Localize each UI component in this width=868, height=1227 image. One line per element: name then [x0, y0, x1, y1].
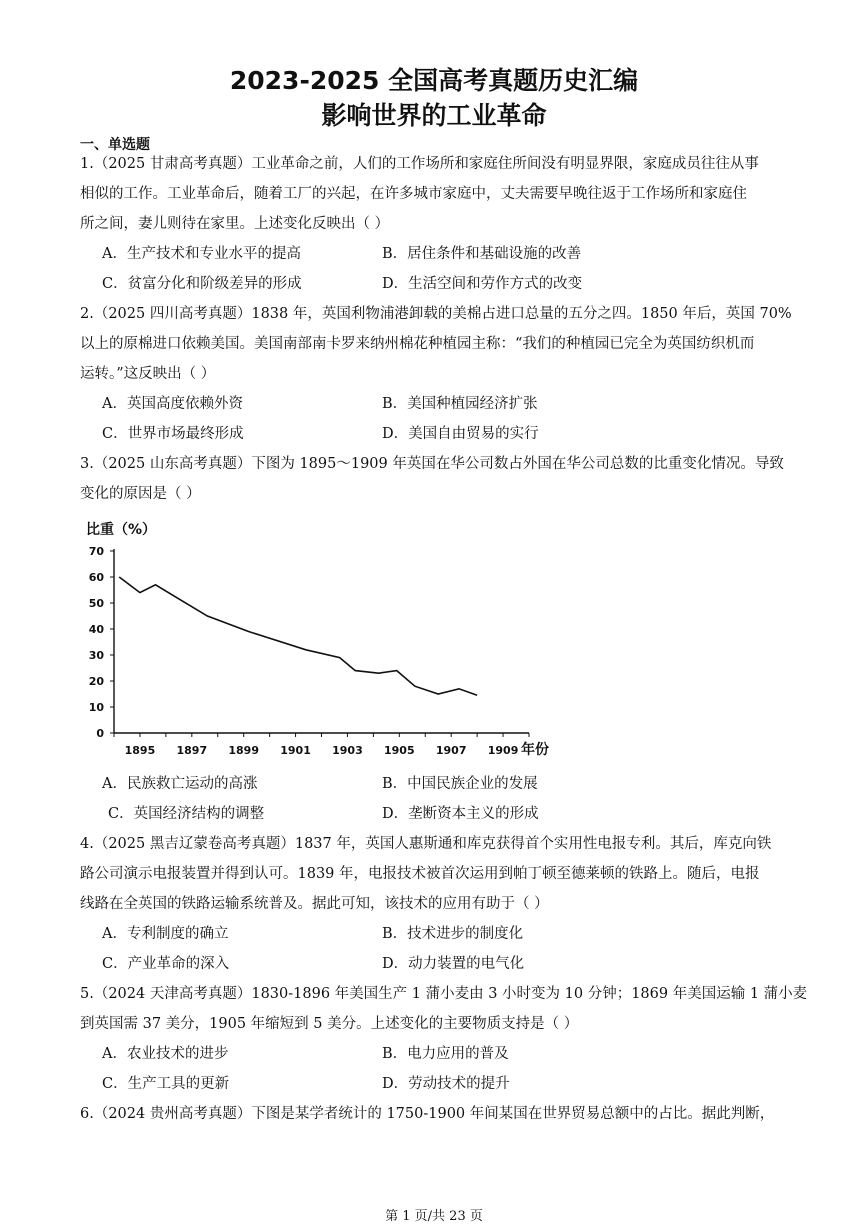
question-1-option-b: B．居住条件和基础设施的改善 [382, 246, 582, 262]
question-4-option-d: D．动力装置的电气化 [382, 956, 525, 972]
y-tick-label: 30 [88, 649, 104, 662]
question-4-option-a: A．专利制度的确立 [102, 926, 229, 942]
question-4-line-3: 线路在全英国的铁路运输系统普及。据此可知，该技术的应用有助于（ ） [80, 896, 549, 912]
y-tick-label: 40 [88, 623, 104, 636]
series-line [119, 577, 477, 695]
document-title: 2023-2025 全国高考真题历史汇编 [229, 66, 639, 95]
question-4-option-c: C．产业革命的深入 [102, 956, 230, 972]
question-4-line-1: 4.（2025 黑吉辽蒙卷高考真题）1837 年，英国人惠斯通和库克获得首个实用性电报专利。其后，库克向铁 [80, 836, 772, 852]
y-tick-label: 50 [88, 597, 104, 610]
question-1-option-d: D．生活空间和劳作方式的改变 [382, 276, 583, 292]
question-3-option-d: D．垄断资本主义的形成 [382, 806, 539, 822]
question-2-option-d: D．美国自由贸易的实行 [382, 426, 539, 442]
question-2-line-2: 以上的原棉进口依赖美国。美国南部南卡罗来纳州棉花种植园主称：“我们的种植园已完全为英国纺织机而 [80, 336, 755, 352]
question-5-line-2: 到英国需 37 美分，1905 年缩短到 5 美分。上述变化的主要物质支持是（ ） [80, 1016, 579, 1032]
y-tick-label: 10 [88, 701, 104, 714]
x-tick-label: 1901 [280, 744, 311, 757]
question-3-line-1: 3.（2025 山东高考真题）下图为 1895～1909 年英国在华公司数占外国在华公司总数的比重变化情况。导致 [80, 456, 784, 472]
question-6-line-1: 6.（2024 贵州高考真题）下图是某学者统计的 1750-1900 年间某国在世界贸易总额中的占比。据此判断， [80, 1106, 775, 1122]
page-footer: 第 1 页/共 23 页 [385, 1209, 483, 1224]
question-5-option-d: D．劳动技术的提升 [382, 1076, 510, 1092]
question-5-option-a: A．农业技术的进步 [102, 1046, 229, 1062]
question-3-line-2: 变化的原因是（ ） [80, 486, 201, 502]
chart-x-ticks [114, 733, 529, 757]
chart-ylabel: 比重（%） [86, 522, 157, 538]
question-5-line-1: 5.（2024 天津高考真题）1830-1896 年美国生产 1 蒲小麦由 3 小时变为 10 分钟；1869 年美国运输 1 蒲小麦 [80, 986, 808, 1002]
question-2-line-1: 2.（2025 四川高考真题）1838 年，英国利物浦港卸载的美棉占进口总量的五分之四。1850 年后，英国 70% [80, 306, 792, 322]
y-tick-label: 70 [88, 545, 104, 558]
y-tick-label: 20 [88, 675, 104, 688]
question-2-option-c: C．世界市场最终形成 [102, 426, 244, 442]
question-4-line-2: 路公司演示电报装置并得到认可。1839 年，电报技术被首次运用到帕丁顿至德莱顿的铁路上。随后，电报 [80, 866, 760, 882]
x-tick-label: 1899 [228, 744, 259, 757]
question-4-option-b: B．技术进步的制度化 [382, 926, 524, 942]
chart-xlabel: 年份 [521, 742, 549, 758]
question-1-line-3: 所之间，妻儿则待在家里。上述变化反映出（ ） [80, 216, 390, 232]
line-chart [80, 512, 560, 762]
question-1-line-1: 1.（2025 甘肃高考真题）工业革命之前，人们的工作场所和家庭住所间没有明显界限，家庭成员往往从事 [80, 156, 759, 172]
question-3-option-b: B．中国民族企业的发展 [382, 776, 538, 792]
document-subtitle: 影响世界的工业革命 [321, 101, 547, 130]
x-tick-label: 1905 [384, 744, 415, 757]
question-2-option-a: A．英国高度依赖外资 [102, 396, 243, 412]
question-1-line-2: 相似的工作。工业革命后，随着工厂的兴起，在许多城市家庭中，丈夫需要早晚往返于工作场所和家庭住 [80, 186, 747, 202]
chart-axes [114, 549, 529, 733]
question-2-line-3: 运转。”这反映出（ ） [80, 366, 216, 382]
x-tick-label: 1907 [435, 744, 467, 757]
x-tick-label: 1895 [124, 744, 156, 757]
question-5-option-b: B．电力应用的普及 [382, 1046, 509, 1062]
question-5-option-c: C．生产工具的更新 [102, 1076, 230, 1092]
question-3-option-c: C．英国经济结构的调整 [108, 806, 265, 822]
question-1-option-a: A．生产技术和专业水平的提高 [102, 246, 301, 262]
question-2-option-b: B．美国种植园经济扩张 [382, 396, 538, 412]
x-tick-label: 1909 [487, 744, 519, 757]
chart-y-ticks [89, 545, 114, 740]
x-tick-label: 1897 [176, 744, 208, 757]
question-3-option-a: A．民族救亡运动的高涨 [102, 776, 258, 792]
y-tick-label: 0 [96, 727, 104, 740]
section-heading: 一、单选题 [80, 137, 150, 153]
y-tick-label: 60 [88, 571, 104, 584]
x-tick-label: 1903 [332, 744, 363, 757]
question-1-option-c: C．贫富分化和阶级差异的形成 [102, 276, 302, 292]
